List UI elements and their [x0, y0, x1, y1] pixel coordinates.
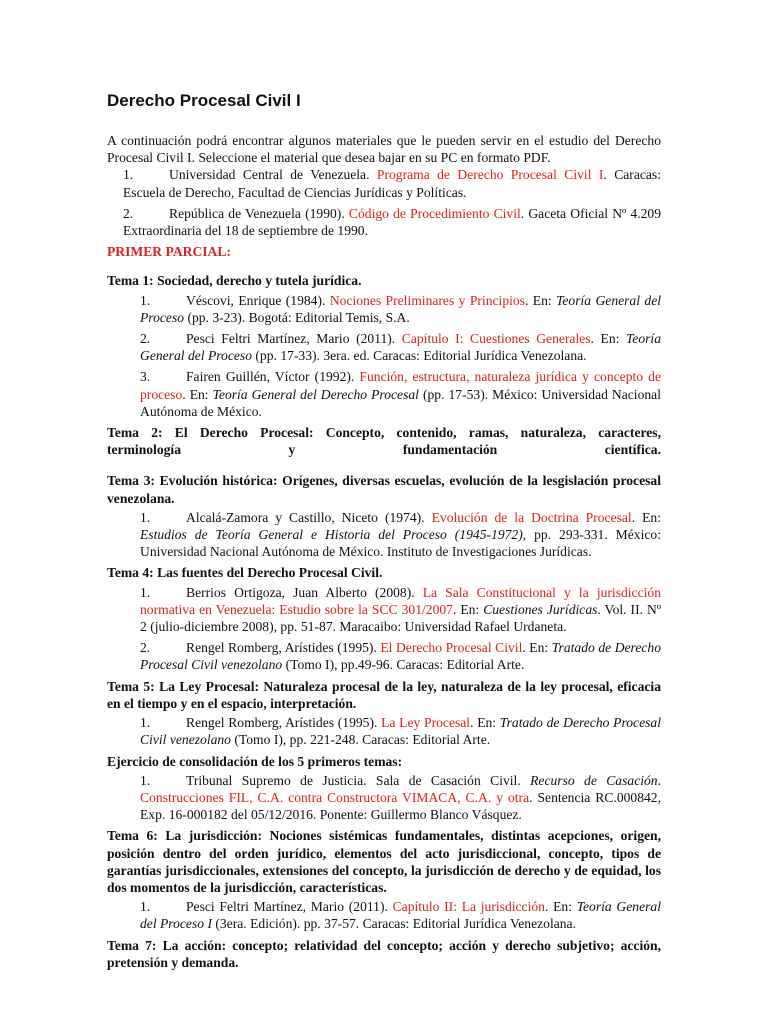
general-item-1: 1. Universidad Central de Venezuela. Programa de Derecho Procesal Civil I. Caracas: Escuela de Derecho, Facultad de Ciencias Jurídicas y Políticas.	[123, 167, 661, 200]
link-cuestiones-generales[interactable]: Capítulo I: Cuestiones Generales	[401, 331, 591, 347]
tema-1-item-3: 3. Fairen Guillén, Víctor (1992). Función, estructura, naturaleza jurídica y concepto de proceso. En: Teoría General del Derecho Procesal (pp. 17-53). México: Universidad Nacional Autónoma de México.	[140, 369, 662, 419]
item-number: 2.	[123, 205, 134, 221]
page-title: Derecho Procesal Civil I	[107, 91, 301, 110]
tema-6-heading: Tema 6: La jurisdicción: Nociones sistémicas fundamentales, distintas acepciones, origen, posición dentro del orden jurídico, elementos del acto jurisdiccional, concepto, tipos de garantías jurisdiccionales, extensiones del concepto, la jurisdicción de derecho y de equidad, los dos momentos de la jurisdicción, características.	[107, 828, 661, 895]
general-item-2: 2. República de Venezuela (1990). Código de Procedimiento Civil. Gaceta Oficial Nº 4.209 Extraordinaria del 18 de septiembre de 1990.	[123, 205, 661, 239]
tema-4-item-2: 2. Rengel Romberg, Arístides (1995). El Derecho Procesal Civil. En: Tratado de Derecho Procesal Civil venezolano (Tomo I), pp.49-96. Caracas: Editorial Arte.	[140, 640, 661, 673]
tema-2-heading: Tema 2: El Derecho Procesal: Concepto, contenido, ramas, naturaleza, caracteres, terminología y fundamentación científica.	[107, 425, 661, 458]
tema-3-heading: Tema 3: Evolución histórica: Orígenes, diversas escuelas, evolución de la lesgislación procesal venezolana.	[107, 473, 661, 506]
tema-3-item-1: 1. Alcalá-Zamora y Castillo, Niceto (1974). Evolución de la Doctrina Procesal. En: Estudios de Teoría General e Historia del Proceso (1945-1972), pp. 293-331. México: Universidad Nacional Autónoma de México. Instituto de Investigaciones Jurídicas.	[140, 509, 661, 560]
link-la-jurisdiccion[interactable]: Capítulo II: La jurisdicción	[392, 899, 545, 915]
intro-paragraph: A continuación podrá encontrar algunos materiales que le pueden servir en el estudio del Derecho Procesal Civil I. Seleccione el material que desea bajar en su PC en formato PDF.	[107, 133, 661, 166]
tema-4-item-1: 1. Berrios Ortigoza, Juan Alberto (2008). La Sala Constitucional y la jurisdicción normativa en Venezuela: Estudio sobre la SCC 301/2007. En: Cuestiones Jurídicas. Vol. II. Nº 2 (julio-diciembre 2008), pp. 51-87. Maracaibo: Universidad Rafael Urdaneta.	[140, 584, 662, 635]
item-number: 1.	[123, 167, 134, 183]
tema-4-heading: Tema 4: Las fuentes del Derecho Procesal Civil.	[107, 565, 383, 581]
link-programa[interactable]: Programa de Derecho Procesal Civil I	[376, 167, 604, 183]
tema-7-heading: Tema 7: La acción: concepto; relatividad del concepto; acción y derecho subjetivo; acción, pretensión y demanda.	[107, 937, 661, 970]
document-page	[107, 90, 661, 973]
tema-1-item-1: 1. Véscovi, Enrique (1984). Nociones Preliminares y Principios. En: Teoría General del Proceso (pp. 3-23). Bogotá: Editorial Temis, S.A.	[140, 292, 662, 325]
link-construcciones-fil[interactable]: Construcciones FIL, C.A. contra Constructora VIMACA, C.A. y otra	[140, 789, 530, 805]
link-evolucion-doctrina[interactable]: Evolución de la Doctrina Procesal	[431, 509, 632, 525]
ejercicio-item-1: 1. Tribunal Supremo de Justicia. Sala de Casación Civil. Recurso de Casación. Construcciones FIL, C.A. contra Constructora VIMACA, C.A. y otra. Sentencia RC.000842, Exp. 16-000182 del 05/12/2016. Ponente: Guillermo Blanco Vásquez.	[140, 772, 662, 823]
link-codigo-procedimiento[interactable]: Código de Procedimiento Civil	[348, 205, 521, 221]
link-ley-procesal[interactable]: La Ley Procesal	[381, 715, 471, 731]
primer-parcial-heading: PRIMER PARCIAL:	[107, 244, 231, 260]
tema-1-item-2: 2. Pesci Feltri Martínez, Mario (2011). Capítulo I: Cuestiones Generales. En: Teoría General del Proceso (pp. 17-33). 3era. ed. Caracas: Editorial Jurídica Venezolana.	[140, 331, 661, 364]
link-sala-constitucional[interactable]: La Sala Constitucional y la jurisdicción normativa en Venezuela: Estudio sobre la SCC 301/2007	[140, 584, 661, 617]
link-funcion-estructura[interactable]: Función, estructura, naturaleza jurídica y concepto de proceso	[140, 369, 662, 402]
tema-1-heading: Tema 1: Sociedad, derecho y tutela jurídica.	[107, 273, 362, 289]
link-nociones-preliminares[interactable]: Nociones Preliminares y Principios	[329, 292, 525, 308]
tema-5-item-1: 1. Rengel Romberg, Arístides (1995). La Ley Procesal. En: Tratado de Derecho Procesal Civil venezolano (Tomo I), pp. 221-248. Caracas: Editorial Arte.	[140, 715, 661, 748]
tema-6-item-1: 1. Pesci Feltri Martínez, Mario (2011). Capítulo II: La jurisdicción. En: Teoría General del Proceso I (3era. Edición). pp. 37-57. Caracas: Editorial Jurídica Venezolana.	[140, 899, 661, 932]
link-derecho-procesal-civil[interactable]: El Derecho Procesal Civil	[380, 640, 523, 656]
ejercicio-heading: Ejercicio de consolidación de los 5 primeros temas:	[107, 753, 403, 769]
tema-5-heading: Tema 5: La Ley Procesal: Naturaleza procesal de la ley, naturaleza de la ley procesal, eficacia en el tiempo y en el espacio, interpretación.	[107, 678, 661, 711]
